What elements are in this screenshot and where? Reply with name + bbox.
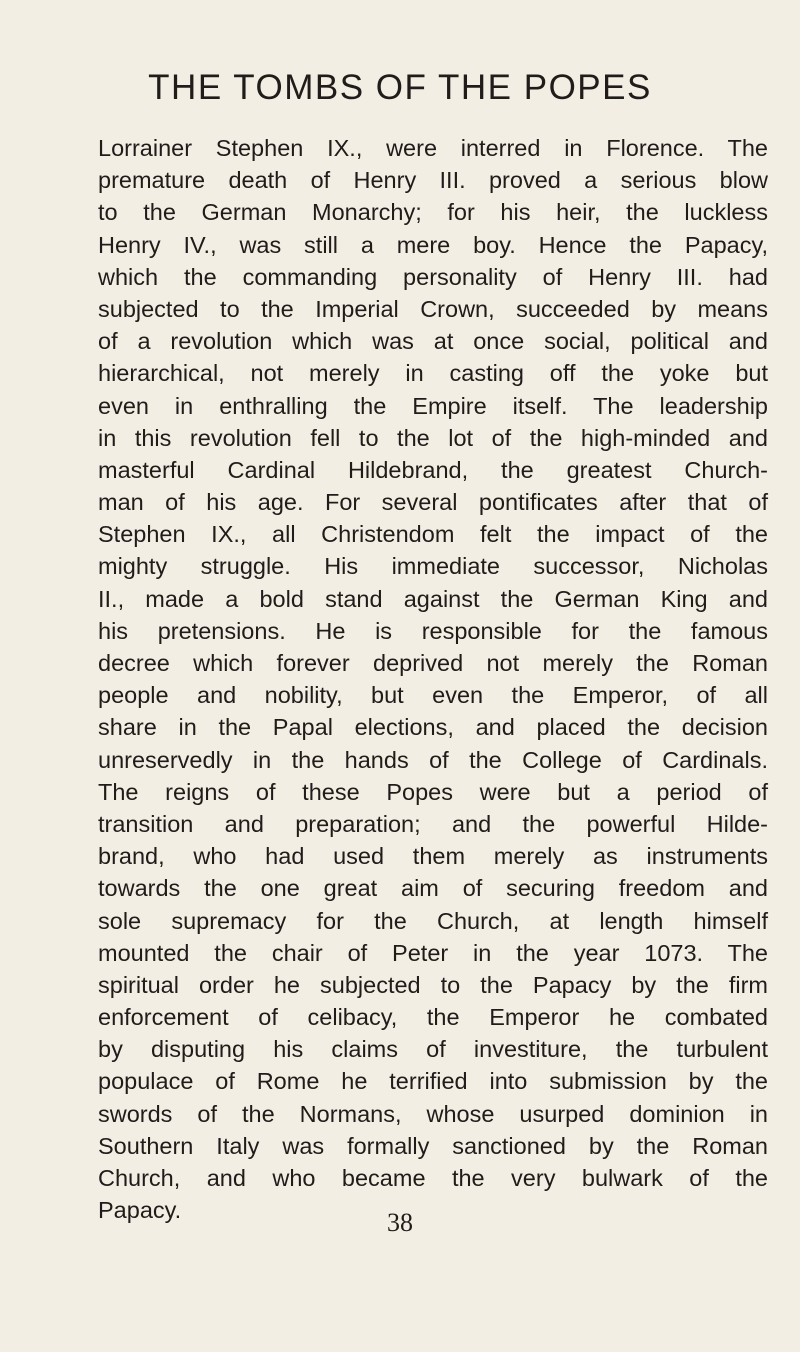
text-line: Southern Italy was formally sanctioned by the Roman xyxy=(98,1132,768,1159)
text-line: populace of Rome he terrified into submission by the xyxy=(98,1068,768,1095)
text-line: decree which forever deprived not merely the Roman xyxy=(98,650,768,676)
text-line: swords of the Normans, whose usurped dominion in xyxy=(98,1100,768,1127)
text-line: hierarchical, not merely in casting off the yoke but xyxy=(98,360,768,387)
text-line: which the commanding personality of Henry III. had xyxy=(98,263,768,290)
text-line: spiritual order he subjected to the Papacy by the firm xyxy=(98,971,768,998)
text-line: share in the Papal elections, and placed the decision xyxy=(98,714,768,741)
text-line: his pretensions. He is responsible for the famous xyxy=(98,617,768,644)
text-line: enforcement of celibacy, the Emperor he combated xyxy=(98,1004,768,1031)
text-line: by disputing his claims of investiture, the turbulent xyxy=(98,1036,768,1063)
text-line: unreservedly in the hands of the College of Cardinals. xyxy=(98,746,768,773)
text-line: Henry IV., was still a mere boy. Hence the Papacy, xyxy=(98,231,768,258)
text-line: premature death of Henry III. proved a serious blow xyxy=(98,167,768,194)
text-line: subjected to the Imperial Crown, succeeded by means xyxy=(98,295,768,322)
body-paragraph xyxy=(98,132,768,1226)
text-line: The reigns of these Popes were but a period of xyxy=(98,778,768,805)
text-line: Lorrainer Stephen IX., were interred in Florence. The xyxy=(98,135,768,161)
text-line: masterful Cardinal Hildebrand, the greatest Church- xyxy=(98,456,768,483)
running-title: THE TOMBS OF THE POPES xyxy=(148,68,652,107)
text-line: mounted the chair of Peter in the year 1073. The xyxy=(98,939,768,966)
text-line: even in enthralling the Empire itself. The leadership xyxy=(98,392,768,419)
text-line: mighty struggle. His immediate successor, Nicholas xyxy=(98,553,768,580)
text-line: to the German Monarchy; for his heir, the luckless xyxy=(98,199,768,226)
page-number: 38 xyxy=(387,1208,413,1237)
text-line: transition and preparation; and the powerful Hilde- xyxy=(98,810,768,837)
text-line: Church, and who became the very bulwark of the xyxy=(98,1165,768,1191)
text-line: Papacy. xyxy=(98,1197,182,1224)
text-line: sole supremacy for the Church, at length himself xyxy=(98,907,768,934)
text-line: towards the one great aim of securing freedom and xyxy=(98,875,768,902)
text-line: man of his age. For several pontificates after that of xyxy=(98,489,768,516)
text-line: II., made a bold stand against the German King and xyxy=(98,585,768,612)
text-line: people and nobility, but even the Emperor, of all xyxy=(98,682,768,709)
text-line: of a revolution which was at once social, political and xyxy=(98,328,768,355)
text-line: Stephen IX., all Christendom felt the impact of the xyxy=(98,521,768,548)
text-line: in this revolution fell to the lot of the high-minded and xyxy=(98,424,768,451)
text-line: brand, who had used them merely as instruments xyxy=(98,843,768,870)
